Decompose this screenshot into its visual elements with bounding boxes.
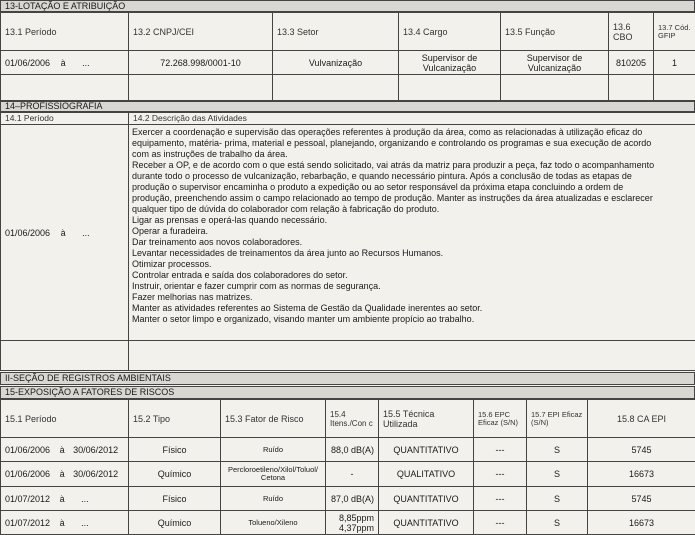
activity-line: Instruir, orientar e fazer cumprir com as normas de segurança. bbox=[132, 281, 381, 291]
header-15-tecnica: 15.5 Técnica Utilizada bbox=[379, 400, 474, 438]
periodo-14-inicio: 01/06/2006 bbox=[5, 227, 51, 238]
risk-periodo bbox=[1, 511, 129, 535]
activity-line: Manter o setor limpo e organizado, visando manter um ambiente propício ao trabalho. bbox=[132, 314, 475, 324]
activity-line: Controlar entrada e saída dos colaboradores do setor. bbox=[132, 270, 348, 280]
cell-cbo: 810205 bbox=[609, 51, 654, 75]
activity-line: produção o supervisor encaminha o produto a expedição ou ao setor responsável da próxima etapa concluindo a ordem de bbox=[132, 182, 624, 192]
activity-line: durante todo o processo de vulcanização, rebarbação, e quando necessário pintura. Após a conclusão de todas as etapas de bbox=[132, 171, 632, 181]
risk-itens: 8,85ppm 4,37ppm bbox=[326, 511, 379, 535]
header-periodo: 13.1 Período bbox=[1, 13, 129, 51]
risk-itens: 88,0 dB(A) bbox=[326, 438, 379, 462]
activity-line: Levantar necessidades de treinamentos da área junto ao Recursos Humanos. bbox=[132, 248, 444, 258]
cell-14-periodo bbox=[1, 125, 129, 341]
risk-inicio: 01/07/2012 bbox=[5, 493, 51, 504]
section-15-header-row bbox=[1, 400, 695, 438]
cell-setor: Vulvanização bbox=[273, 51, 399, 75]
periodo-14-a: à bbox=[60, 227, 66, 238]
section-14-data-row bbox=[1, 125, 695, 341]
activity-line: Operar a furadeira. bbox=[132, 226, 209, 236]
section-14-table bbox=[0, 112, 695, 371]
risk-periodo bbox=[1, 487, 129, 511]
activities-description bbox=[129, 125, 695, 341]
risk-a: à bbox=[59, 469, 65, 479]
risk-ca: 16673 bbox=[588, 511, 695, 535]
activity-line: Manter as atividades referentes ao Sistema de Gestão da Qualidade inerentes ao setor. bbox=[132, 303, 483, 313]
risk-inicio: 01/07/2012 bbox=[5, 517, 51, 528]
risk-row bbox=[1, 462, 695, 487]
activity-line: Ligar as prensas e operá-las quando necessário. bbox=[132, 215, 328, 225]
risk-fim: 30/06/2012 bbox=[73, 469, 119, 479]
risk-inicio: 01/06/2006 bbox=[5, 469, 51, 479]
activity-line: Dar treinamento aos novos colaboradores. bbox=[132, 237, 303, 247]
cell-periodo bbox=[1, 51, 129, 75]
risk-tipo: Químico bbox=[129, 511, 221, 535]
header-15-itens: 15.4 Itens./Con c bbox=[326, 400, 379, 438]
activity-line: produção, preenchendo assim o campo relacionado ao tempo de produção. Manter as instruções da área atualizadas e esclarecer bbox=[132, 193, 653, 203]
risk-epc: --- bbox=[474, 462, 527, 487]
periodo-fim: ... bbox=[82, 57, 90, 68]
header-15-epi: 15.7 EPI Eficaz (S/N) bbox=[527, 400, 588, 438]
header-gfip: 13.7 Cód. GFIP bbox=[654, 13, 695, 51]
risk-tipo: Físico bbox=[129, 438, 221, 462]
activity-line: com as instruções de trabalho da área. bbox=[132, 149, 288, 159]
risk-tipo: Químico bbox=[129, 462, 221, 487]
section-14-header-row bbox=[1, 113, 695, 125]
activity-line: Exercer a coordenação e supervisão das operações referentes à produção da área, como as relacionadas à utilização eficaz do bbox=[132, 127, 643, 137]
cell-cnpj: 72.268.998/0001-10 bbox=[129, 51, 273, 75]
header-cargo: 13.4 Cargo bbox=[399, 13, 501, 51]
activity-line: Receber a OP, e de acordo com o que está sendo solicitado, vai atrás da matriz para produzir a peça, faz todo o acompanhamento bbox=[132, 160, 655, 170]
risk-epc: --- bbox=[474, 438, 527, 462]
header-14-descricao: 14.2 Descrição das Atividades bbox=[129, 113, 695, 125]
header-15-ca: 15.8 CA EPI bbox=[588, 400, 695, 438]
section-13-empty-row bbox=[1, 75, 695, 101]
risk-tecnica: QUANTITATIVO bbox=[379, 487, 474, 511]
header-15-tipo: 15.2 Tipo bbox=[129, 400, 221, 438]
risk-inicio: 01/06/2006 bbox=[5, 444, 51, 455]
risk-epi: S bbox=[527, 511, 588, 535]
risk-fator: Percloroetileno/Xilol/Toluol/ Cetona bbox=[221, 462, 326, 487]
risk-tipo: Físico bbox=[129, 487, 221, 511]
section-13-data-row bbox=[1, 51, 695, 75]
risk-fator: Tolueno/Xileno bbox=[221, 511, 326, 535]
section-15-table bbox=[0, 399, 695, 535]
section-ii-title: II-SEÇÃO DE REGISTROS AMBIENTAIS bbox=[0, 372, 695, 385]
risk-ca: 16673 bbox=[588, 462, 695, 487]
cell-funcao: Supervisor de Vulcanização bbox=[501, 51, 609, 75]
risk-row bbox=[1, 487, 695, 511]
cell-gfip: 1 bbox=[654, 51, 695, 75]
section-14-empty-row bbox=[1, 341, 695, 371]
risk-epc: --- bbox=[474, 511, 527, 535]
periodo-a: à bbox=[60, 57, 66, 68]
activity-line: qualquer tipo de dúvida do colaborador com relação à fabricação do produto. bbox=[132, 204, 440, 214]
header-15-epc: 15.6 EPC Eficaz (S/N) bbox=[474, 400, 527, 438]
risk-a: à bbox=[59, 517, 65, 528]
risk-epi: S bbox=[527, 438, 588, 462]
risk-epc: --- bbox=[474, 487, 527, 511]
risk-periodo bbox=[1, 438, 129, 462]
risk-ca: 5745 bbox=[588, 487, 695, 511]
periodo-14-fim: ... bbox=[82, 227, 90, 238]
risk-fim: ... bbox=[81, 517, 89, 528]
activity-line: equipamento, matéria- prima, material e pessoal, planejando, organizando e controlando os programas e sua execução de acordo bbox=[132, 138, 652, 148]
risk-itens: - bbox=[326, 462, 379, 487]
risk-tecnica: QUANTITATIVO bbox=[379, 511, 474, 535]
section-13-table bbox=[0, 12, 695, 101]
risk-periodo bbox=[1, 462, 129, 487]
section-13-header-row bbox=[1, 13, 695, 51]
risk-epi: S bbox=[527, 462, 588, 487]
header-14-periodo: 14.1 Período bbox=[1, 113, 129, 125]
periodo-inicio: 01/06/2006 bbox=[5, 57, 51, 68]
activity-line: Otimizar processos. bbox=[132, 259, 212, 269]
risk-tecnica: QUANTITATIVO bbox=[379, 438, 474, 462]
risk-fim: 30/06/2012 bbox=[73, 444, 119, 455]
risk-fim: ... bbox=[81, 493, 89, 504]
header-cnpj: 13.2 CNPJ/CEI bbox=[129, 13, 273, 51]
risk-epi: S bbox=[527, 487, 588, 511]
risk-row bbox=[1, 438, 695, 462]
risk-itens: 87,0 dB(A) bbox=[326, 487, 379, 511]
risk-fator: Ruído bbox=[221, 438, 326, 462]
section-15-title: 15-EXPOSIÇÃO A FATORES DE RISCOS bbox=[0, 386, 695, 399]
risk-tecnica: QUALITATIVO bbox=[379, 462, 474, 487]
activity-line: Fazer melhorias nas matrizes. bbox=[132, 292, 253, 302]
header-cbo: 13.6 CBO bbox=[609, 13, 654, 51]
risk-ca: 5745 bbox=[588, 438, 695, 462]
section-13-title: 13-LOTAÇÃO E ATRIBUIÇÃO bbox=[0, 0, 695, 12]
risk-fator: Ruído bbox=[221, 487, 326, 511]
header-funcao: 13.5 Função bbox=[501, 13, 609, 51]
risk-a: à bbox=[59, 444, 65, 455]
section-14-title: 14–PROFISSIOGRAFIA bbox=[0, 101, 695, 112]
header-15-periodo: 15.1 Período bbox=[1, 400, 129, 438]
header-15-fator: 15.3 Fator de Risco bbox=[221, 400, 326, 438]
header-setor: 13.3 Setor bbox=[273, 13, 399, 51]
cell-cargo: Supervisor de Vulcanização bbox=[399, 51, 501, 75]
risk-row bbox=[1, 511, 695, 535]
risk-a: à bbox=[59, 493, 65, 504]
